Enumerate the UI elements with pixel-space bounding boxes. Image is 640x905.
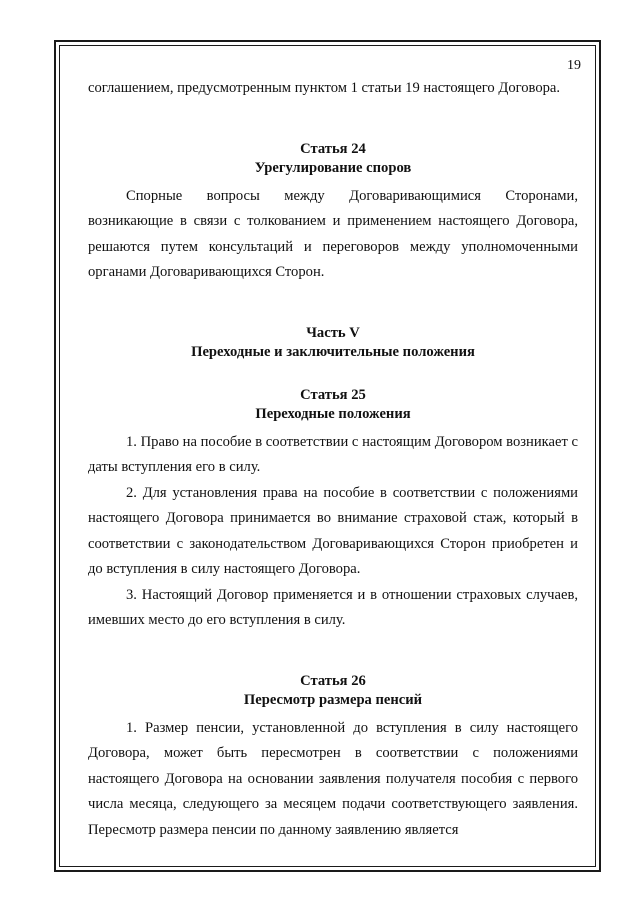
article-25-paragraph-1: 1. Право на пособие в соответствии с настоящим Договором возникает с даты вступления его в силу. xyxy=(88,433,578,475)
article-24-subtitle: Урегулирование споров xyxy=(254,159,412,176)
part-5-subtitle: Переходные и заключительные положения xyxy=(191,343,475,360)
page-number: 19 xyxy=(567,58,581,73)
document-body xyxy=(88,76,578,843)
article-24-title: Статья 24 xyxy=(300,140,366,157)
article-26-paragraph-1: 1. Размер пенсии, установленной до вступления в силу настоящего Договора, может быть пересмотрен в соответствии с положениями настоящего Договора на основании заявления получателя пособия с первого числа месяца, следующего за месяцем подачи соответствующего заявления. Пересмотр размера пенсии по данному заявлению является xyxy=(88,719,578,838)
spacer xyxy=(88,362,578,386)
article-24-text: Спорные вопросы между Договаривающимися Сторонами, возникающие в связи с толкованием и применением настоящего Договора, решаются путем консультаций и переговоров между уполномоченными органами Договаривающихся Сторон. xyxy=(88,187,578,280)
article-25-paragraph-3: 3. Настоящий Договор применяется и в отношении страховых случаев, имевших место до его вступления в силу. xyxy=(88,586,578,628)
paragraph-continuation: соглашением, предусмотренным пунктом 1 статьи 19 настоящего Договора. xyxy=(88,80,561,96)
article-26-subtitle: Пересмотр размера пенсий xyxy=(243,691,423,708)
spacer xyxy=(88,286,578,324)
article-25-title: Статья 25 xyxy=(300,386,366,403)
article-25-subtitle: Переходные положения xyxy=(255,405,411,422)
article-26-title: Статья 26 xyxy=(300,672,366,689)
article-25-paragraph-2: 2. Для установления права на пособие в соответствии с положениями настоящего Договора принимается во внимание страховой стаж, который в соответствии с законодательством Договаривающихся Сторон приобретен и до вступления в силу настоящего Договора. xyxy=(88,484,578,577)
spacer xyxy=(88,634,578,672)
spacer xyxy=(88,102,578,140)
part-5-title: Часть V xyxy=(306,324,360,341)
